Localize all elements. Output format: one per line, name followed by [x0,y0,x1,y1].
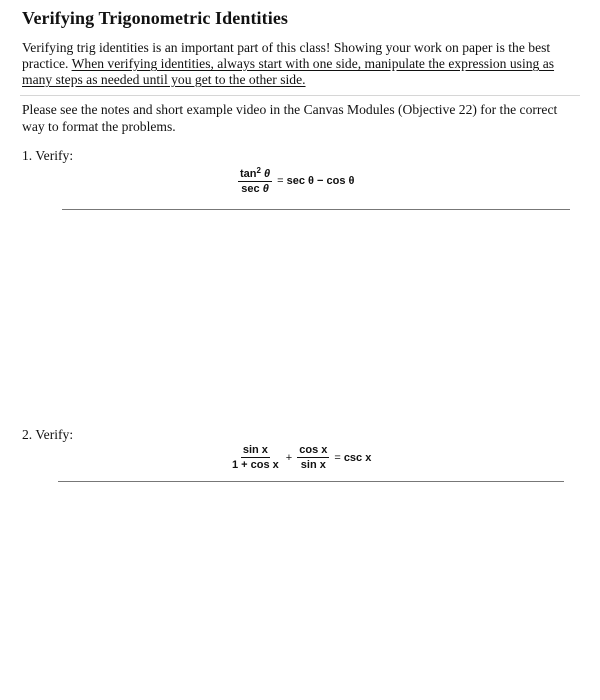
problem-2-label: 2. Verify: [22,427,74,442]
problem-2-equals: = [334,451,341,464]
notes-paragraph: Please see the notes and short example video in the Canvas Modules (Objective 22) for the correct way to format the problems. [22,102,558,134]
problem-2-plus: + [285,451,293,464]
problem-1-rhs: sec θ − cos θ [286,174,355,187]
problem-2-term2-numerator: cos x [299,444,328,456]
problem-2-term2-fraction [297,444,329,471]
problem-1-lhs-fraction [238,166,272,195]
problem-2-term1-denominator: 1 + cos x [232,459,279,471]
problem-2-term2-denominator: sin x [300,459,326,471]
problem-2-term1-numerator: sin x [242,444,268,456]
problem-2-equation [228,444,371,471]
problem-1-lhs-numerator: $\tan^2 \theta$ [240,166,271,180]
problem-1-equation [236,166,354,195]
problem-2-answer-line [58,481,564,482]
problem-2-term1-fraction [230,444,281,471]
intro-paragraph [22,40,584,88]
section-divider [20,95,580,96]
problem-1-equals: = [277,174,284,187]
intro-instruction-underlined: When verifying identities, always start with one side, manipulate the expression using as many steps as needed until you get to the other side. [22,56,555,87]
intro-text: Verifying trig identities is an important part of this class! Showing your work on paper is the best practice. [22,40,551,71]
problem-1-lhs-denominator: sec θ [241,183,269,195]
page-title: Verifying Trigonometric Identities [22,8,289,28]
problem-1-label: 1. Verify: [22,148,74,163]
problem-2-rhs: csc x [343,451,372,464]
problem-1-answer-line [62,209,570,210]
